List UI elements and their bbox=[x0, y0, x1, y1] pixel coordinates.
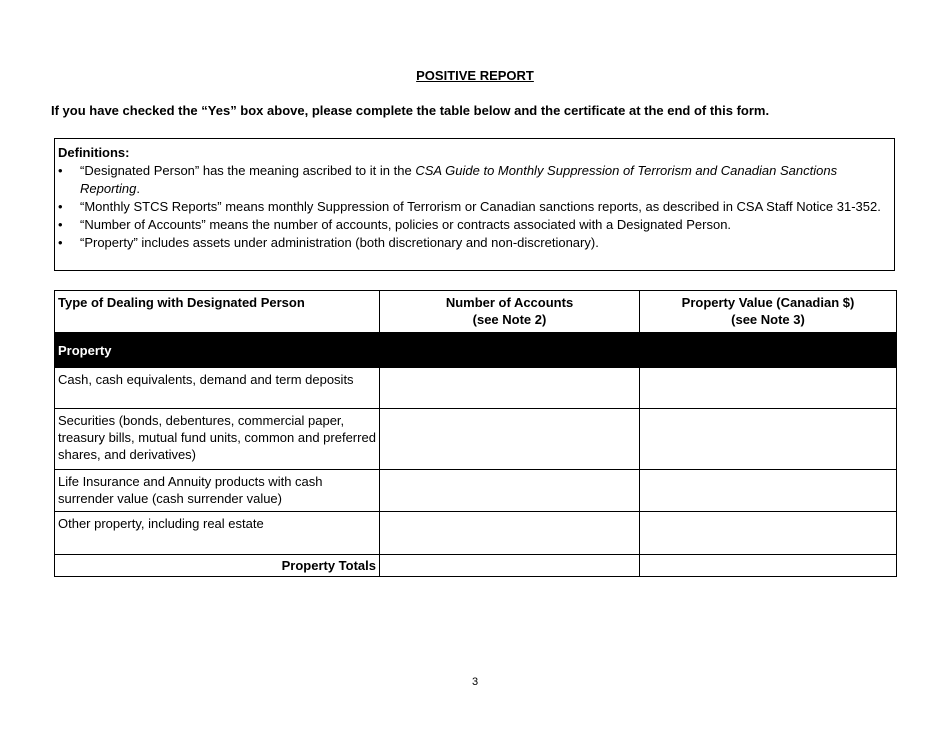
table-header-row bbox=[55, 291, 897, 333]
row-label: Other property, including real estate bbox=[55, 512, 380, 555]
definition-item: • “Designated Person” has the meaning ascribed to it in the CSA Guide to Monthly Suppression of Terrorism and Canadian Sanctions Reporting. bbox=[58, 162, 886, 198]
definitions-heading: Definitions: bbox=[58, 145, 130, 160]
table-row bbox=[55, 409, 897, 470]
definition-item: • “Property” includes assets under administration (both discretionary and non-discretionary). bbox=[58, 234, 886, 252]
total-value-cell[interactable] bbox=[640, 555, 897, 577]
page-number: 3 bbox=[471, 676, 479, 688]
instruction-text: If you have checked the “Yes” box above, please complete the table below and the certificate at the end of this form. bbox=[51, 103, 770, 118]
accounts-cell[interactable] bbox=[380, 470, 640, 512]
accounts-cell[interactable] bbox=[380, 368, 640, 409]
report-title: POSITIVE REPORT bbox=[416, 68, 534, 83]
header-type-of-dealing: Type of Dealing with Designated Person bbox=[55, 291, 380, 333]
header-number-of-accounts: Number of Accounts (see Note 2) bbox=[380, 291, 640, 333]
table-row bbox=[55, 512, 897, 555]
table-row bbox=[55, 368, 897, 409]
value-cell[interactable] bbox=[640, 470, 897, 512]
definitions-list bbox=[58, 162, 886, 252]
row-label: Cash, cash equivalents, demand and term deposits bbox=[55, 368, 380, 409]
header-property-value: Property Value (Canadian $) (see Note 3) bbox=[640, 291, 897, 333]
row-label: Securities (bonds, debentures, commercial paper, treasury bills, mutual fund units, common and preferred shares, and derivatives) bbox=[55, 409, 380, 470]
section-label: Property bbox=[55, 333, 380, 368]
table-row bbox=[55, 470, 897, 512]
totals-row bbox=[55, 555, 897, 577]
property-report-table bbox=[54, 290, 897, 577]
section-row-property bbox=[55, 333, 897, 368]
total-accounts-cell[interactable] bbox=[380, 555, 640, 577]
definition-item: • “Number of Accounts” means the number of accounts, policies or contracts associated with a Designated Person. bbox=[58, 216, 886, 234]
accounts-cell[interactable] bbox=[380, 512, 640, 555]
totals-label: Property Totals bbox=[55, 555, 380, 577]
accounts-cell[interactable] bbox=[380, 409, 640, 470]
value-cell[interactable] bbox=[640, 368, 897, 409]
value-cell[interactable] bbox=[640, 409, 897, 470]
definition-item: • “Monthly STCS Reports” means monthly Suppression of Terrorism or Canadian sanctions reports, as described in CSA Staff Notice 31-352. bbox=[58, 198, 886, 216]
definitions-box bbox=[54, 138, 895, 271]
row-label: Life Insurance and Annuity products with cash surrender value (cash surrender value) bbox=[55, 470, 380, 512]
value-cell[interactable] bbox=[640, 512, 897, 555]
